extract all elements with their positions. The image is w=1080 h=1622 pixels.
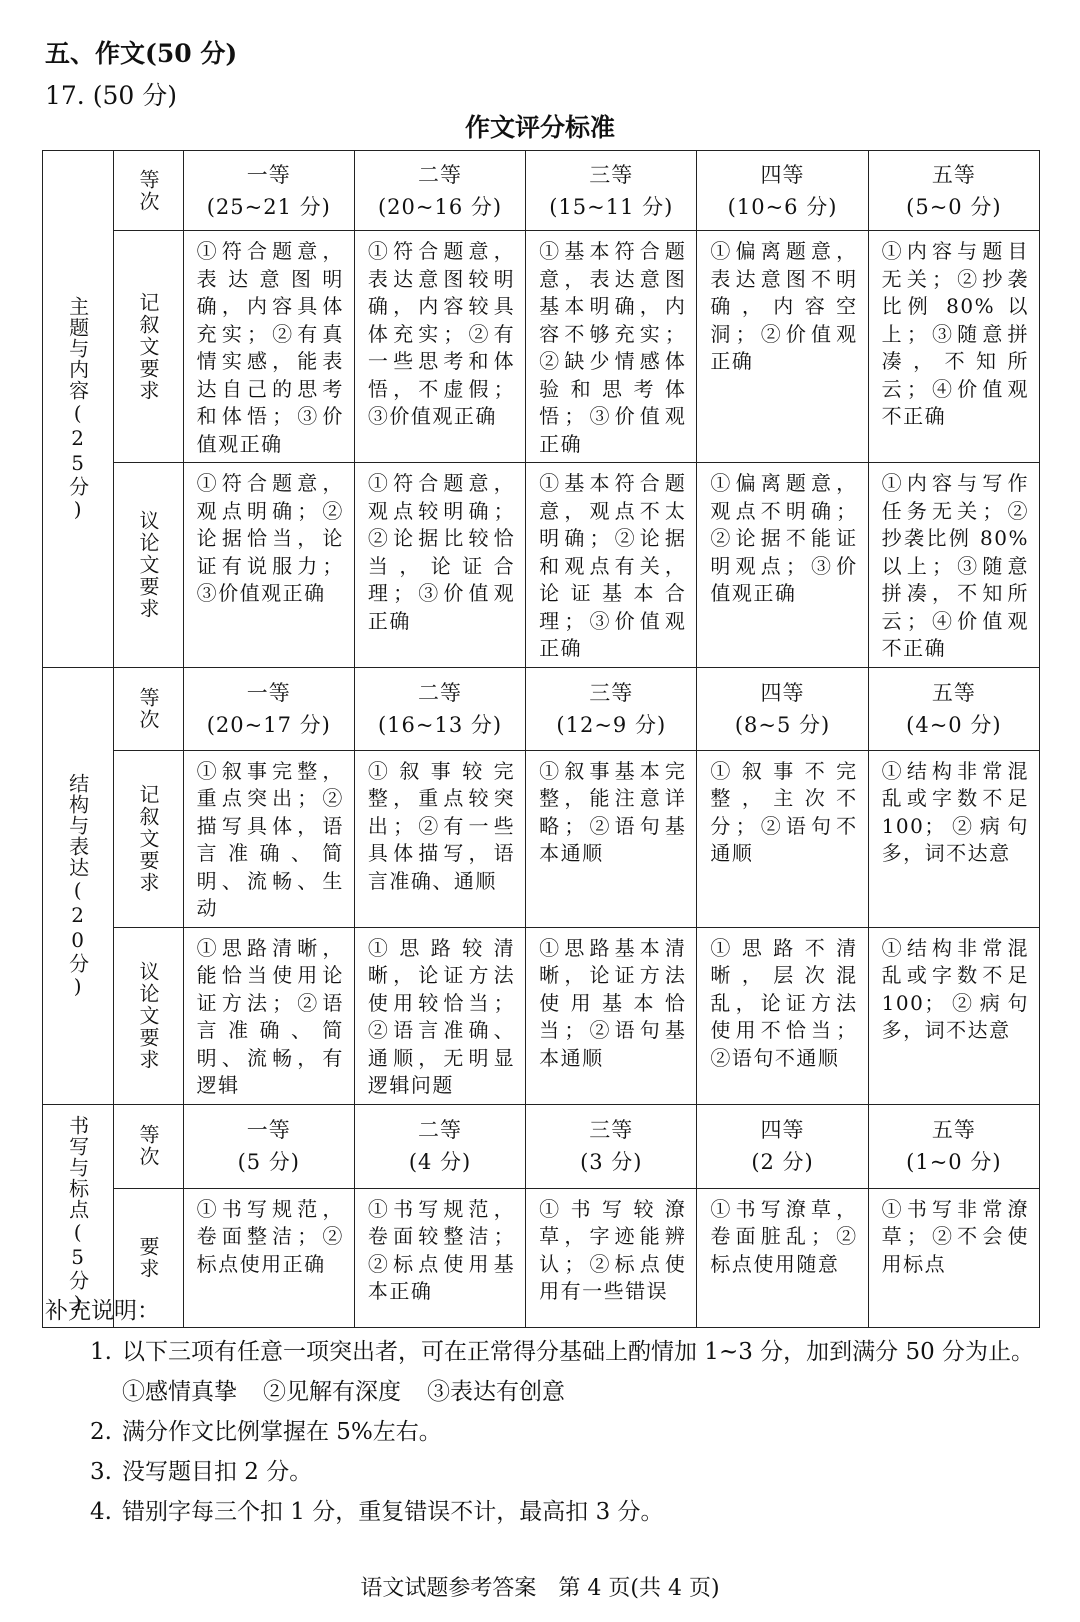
grade-4: 四等 (10~6 分) [697, 151, 868, 231]
criteria-cell: ①思路清晰，能恰当使用论证方法；②语言准确、简明、流畅，有逻辑 [183, 927, 354, 1104]
criteria-cell: ①结构非常混乱或字数不足 100；②病句多，词不达意 [868, 750, 1039, 927]
bonus-item: ③表达有创意 [427, 1379, 565, 1405]
grade-1: 一等 (5 分) [183, 1104, 354, 1188]
criteria-cell: ①叙事不完整，主次不分；②语句不通顺 [697, 750, 868, 927]
grade-5: 五等 (4~0 分) [868, 667, 1039, 750]
writing-grade-row [43, 1104, 1040, 1188]
criteria-cell: ①思路较清晰，论证方法使用较恰当；②语言准确、通顺，无明显逻辑问题 [354, 927, 525, 1104]
criteria-cell: ①内容与题目无关；②抄袭比例 80% 以上；③随意拼凑，不知所云；④价值观不正确 [868, 231, 1039, 463]
grade-2: 二等 (16~13 分) [354, 667, 525, 750]
dimension-content: 主题与内容(25分) [43, 151, 114, 668]
criteria-cell: ①内容与写作任务无关；②抄袭比例 80% 以上；③随意拼凑，不知所云；④价值观不正确 [868, 463, 1039, 668]
criteria-cell: ①书写非常潦草；②不会使用标点 [868, 1188, 1039, 1327]
criteria-cell: ①叙事基本完整，能注意详略；②语句基本通顺 [526, 750, 697, 927]
bonus-item: ①感情真挚 [122, 1379, 237, 1405]
criteria-cell: ①叙事较完整，重点较突出；②有一些具体描写，语言准确、通顺 [354, 750, 525, 927]
grade-2: 二等 (4 分) [354, 1104, 525, 1188]
criteria-cell: ①书写规范，卷面整洁；②标点使用正确 [183, 1188, 354, 1327]
criteria-cell: ①符合题意，表达意图明确，内容具体充实；②有真情实感，能表达自己的思考和体悟；③价值观正确 [183, 231, 354, 463]
grade-1: 一等 (20~17 分) [183, 667, 354, 750]
note-text: 满分作文比例掌握在 5%左右。 [122, 1419, 442, 1445]
narrative-label: 记叙文要求 [114, 231, 183, 463]
criteria-cell: ①偏离题意，表达意图不明确，内容空洞；②价值观正确 [697, 231, 868, 463]
bonus-items [122, 1372, 1050, 1412]
note-item: 3. 没写题目扣 2 分。 [90, 1459, 313, 1485]
page-footer: 语文试题参考答案 第 4 页(共 4 页) [360, 1576, 720, 1601]
note-item: 4. 错别字每三个扣 1 分，重复错误不计，最高扣 3 分。 [90, 1499, 664, 1525]
criteria-cell: ①叙事完整，重点突出；②描写具体，语言准确、简明、流畅、生动 [183, 750, 354, 927]
criteria-cell: ①基本符合题意，观点不太明确；②论据和观点有关，论证基本合理；③价值观正确 [526, 463, 697, 668]
grade-5: 五等 (1~0 分) [868, 1104, 1039, 1188]
grade-4: 四等 (2 分) [697, 1104, 868, 1188]
criteria-cell: ①书写潦草，卷面脏乱；②标点使用随意 [697, 1188, 868, 1327]
criteria-cell: ①思路基本清晰，论证方法使用基本恰当；②语句基本通顺 [526, 927, 697, 1104]
table-title: 作文评分标准 [464, 113, 615, 142]
bonus-item: ②见解有深度 [263, 1379, 401, 1405]
grade-label: 等次 [114, 667, 183, 750]
writing-requirement-row [43, 1188, 1040, 1327]
argumentative-label: 议论文要求 [114, 463, 183, 668]
note-text: 没写题目扣 2 分。 [122, 1459, 313, 1485]
grade-5: 五等 (5~0 分) [868, 151, 1039, 231]
grade-4: 四等 (8~5 分) [697, 667, 868, 750]
content-argumentative-row [43, 463, 1040, 668]
criteria-cell: ①符合题意，观点明确；②论据恰当，论证有说服力；③价值观正确 [183, 463, 354, 668]
narrative-label: 记叙文要求 [114, 750, 183, 927]
note-item: 2. 满分作文比例掌握在 5%左右。 [90, 1419, 442, 1445]
criteria-cell: ①书写规范，卷面较整洁；②标点使用基本正确 [354, 1188, 525, 1327]
grade-label: 等次 [114, 151, 183, 231]
section-title: 五、作文(50 分) [45, 39, 238, 68]
argumentative-label: 议论文要求 [114, 927, 183, 1104]
supplement-title: 补充说明： [45, 1298, 160, 1324]
note-text: 以下三项有任意一项突出者，可在正常得分基础上酌情加 1~3 分，加到满分 50 分为止。 [122, 1339, 1035, 1365]
content-narrative-row [43, 231, 1040, 463]
note-text: 错别字每三个扣 1 分，重复错误不计，最高扣 3 分。 [122, 1499, 664, 1525]
note-item: 1. 以下三项有任意一项突出者，可在正常得分基础上酌情加 1~3 分，加到满分 50 分为止。 ①感情真挚 ②见解有深度 ③表达有创意 [90, 1332, 1050, 1412]
criteria-cell: ①符合题意，观点较明确；②论据比较恰当，论证合理；③价值观正确 [354, 463, 525, 668]
criteria-cell: ①基本符合题意，表达意图基本明确，内容不够充实；②缺少情感体验和思考体悟；③价值观正确 [526, 231, 697, 463]
grade-1: 一等 (25~21 分) [183, 151, 354, 231]
dimension-writing: 书写与标点(5分) [43, 1104, 114, 1327]
grade-3: 三等 (3 分) [526, 1104, 697, 1188]
dimension-structure: 结构与表达(20分) [43, 667, 114, 1104]
structure-argumentative-row [43, 927, 1040, 1104]
criteria-cell: ①书写较潦草，字迹能辨认；②标点使用有一些错误 [526, 1188, 697, 1327]
criteria-cell: ①思路不清晰，层次混乱，论证方法使用不恰当；②语句不通顺 [697, 927, 868, 1104]
scoring-rubric-table [42, 150, 1040, 1328]
question-number: 17. (50 分) [45, 81, 177, 110]
content-grade-row [43, 151, 1040, 231]
grade-label: 等次 [114, 1104, 183, 1188]
criteria-cell: ①结构非常混乱或字数不足 100；②病句多，词不达意 [868, 927, 1039, 1104]
grade-2: 二等 (20~16 分) [354, 151, 525, 231]
requirement-label: 要求 [114, 1188, 183, 1327]
criteria-cell: ①偏离题意，观点不明确；②论据不能证明观点；③价值观正确 [697, 463, 868, 668]
supplement-notes [90, 1332, 1050, 1532]
grade-3: 三等 (15~11 分) [526, 151, 697, 231]
structure-grade-row [43, 667, 1040, 750]
grade-3: 三等 (12~9 分) [526, 667, 697, 750]
structure-narrative-row [43, 750, 1040, 927]
criteria-cell: ①符合题意，表达意图较明确，内容较具体充实；②有一些思考和体悟，不虚假；③价值观正确 [354, 231, 525, 463]
